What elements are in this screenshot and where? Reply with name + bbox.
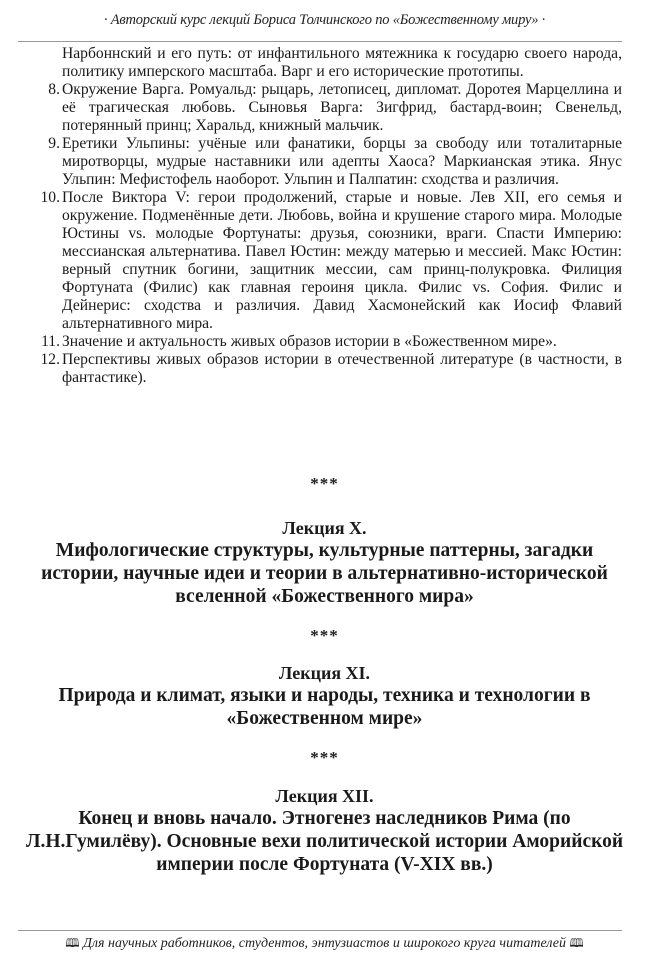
list-item [40, 189, 622, 333]
lecture-title: Мифологические структуры, культурные паттерны, загадки истории, научные идеи и теории в альтернативно-исторической вселенной «Божественного мира» [41, 540, 608, 607]
item-text: Перспективы живых образов истории в отечественной литературе (в частности, в фантастике). [62, 351, 622, 386]
list-item [41, 333, 622, 351]
section-separator: *** [310, 474, 339, 493]
item-text: Еретики Ульпины: учёные или фанатики, борцы за свободу или тоталитарные миротворцы, мудрые наставники или адепты Хаоса? Маркианская этика. Янус Ульпин: Мефистофель наоборот. Ульпин и Палпатин: сходства и различия. [62, 135, 622, 188]
running-header: · Авторский курс лекций Бориса Толчинского по «Божественному миру» · [103, 12, 546, 28]
item-number: 12. [40, 351, 60, 368]
section-separator: *** [310, 748, 339, 767]
item-text: Значение и актуальность живых образов истории в «Божественном мире». [62, 333, 557, 350]
lecture-heading-xii [0, 785, 649, 876]
item-number: 8. [48, 81, 60, 98]
item-number: 11. [41, 333, 60, 350]
footer-divider [18, 930, 622, 931]
item-number: 9. [48, 135, 60, 152]
lecture-heading-xi [0, 662, 649, 730]
footer-text: Для научных работников, студентов, энтузиастов и широкого круга читателей [82, 936, 567, 951]
list-item [40, 351, 622, 387]
lecture-outline [40, 45, 622, 387]
item-number: 10. [40, 189, 60, 206]
open-book-icon: 🕮 [569, 936, 584, 950]
item-text: Окружение Варга. Ромуальд: рыцарь, летописец, дипломат. Доротея Марцеллина и её трагическая любовь. Сыновья Варга: Зигфрид, бастард-воин; Свенельд, потерянный принц; Харальд, книжный мальчик. [62, 81, 622, 134]
lecture-number: Лекция X. [282, 518, 367, 538]
lecture-number: Лекция XI. [278, 663, 371, 683]
section-separator: *** [310, 626, 339, 645]
lecture-title: Конец и вновь начало. Этногенез наследников Рима (по Л.Н.Гумилёву). Основные вехи политической истории Аморийской империи после Фортуната (V-XIX вв.) [25, 808, 624, 875]
topic-list [40, 81, 622, 387]
running-footer [0, 934, 649, 955]
continuation-paragraph: Нарбоннский и его путь: от инфантильного мятежника к государю своего народа, политику имперского масштаба. Варг и его исторические прототипы. [62, 45, 622, 80]
list-item [48, 135, 622, 189]
lecture-number: Лекция XII. [275, 786, 374, 806]
header-divider [18, 41, 622, 42]
lecture-heading-x [0, 517, 649, 608]
list-item [48, 81, 622, 135]
item-text: После Виктора V: герои продолжений, старые и новые. Лев XII, его семья и окружение. Подменённые дети. Любовь, война и крушение старого мира. Молодые Юстины vs. молодые Фортунаты: друзья, союзники, враги. Спасти Империю: мессианская альтернатива. Павел Юстин: между матерью и мессией. Макс Юстин: верный спутник богини, защитник мессии, сам принц-полукровка. Филиция Фортуната (Филис) как главная героиня цикла. Филис vs. София. Филис и Дейнерис: сходства и различия. Давид Хасмонейский как Иосиф Флавий альтернативного мира. [62, 189, 622, 332]
lecture-title: Природа и климат, языки и народы, техника и технологии в «Божественном мире» [58, 685, 591, 729]
open-book-icon: 🕮 [65, 936, 80, 950]
